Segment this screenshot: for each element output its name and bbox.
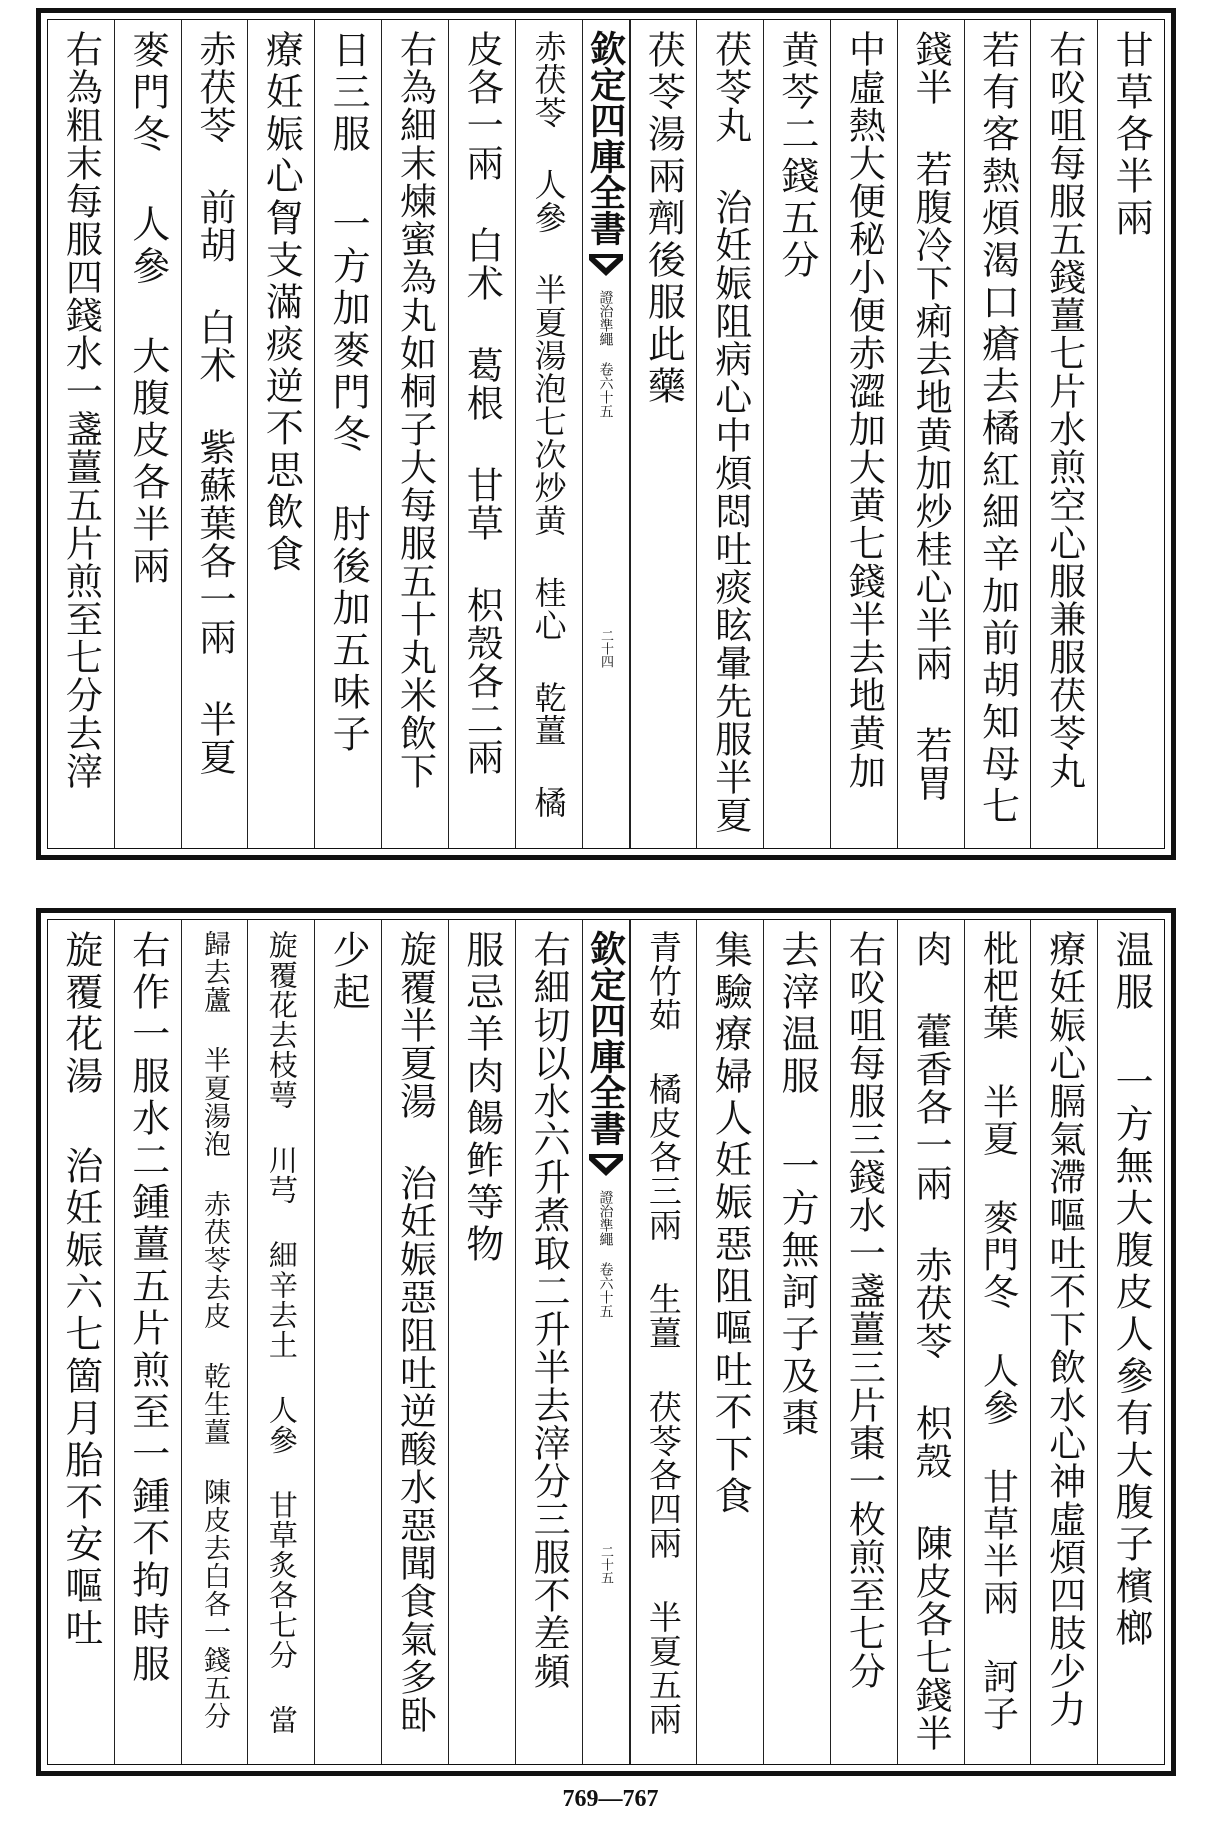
text-column: 歸去蘆 半夏湯泡 赤茯苓去皮 乾生薑 陳皮去白各一錢五分 (181, 920, 248, 1764)
text-column: 旋覆花去枝萼 川芎 細辛去土 人參 甘草炙各七分 當 (247, 920, 314, 1764)
text-column: 枇杷葉 半夏 麥門冬 人參 甘草半兩 訶子 (964, 920, 1031, 1764)
text-column: 赤茯苓 人參 半夏湯泡七次炒黄 桂心 乾薑 橘 (515, 20, 582, 848)
text-column: 茯苓丸 治妊娠阻病心中煩悶吐痰眩暈先服半夏 (696, 20, 763, 848)
text-column: 旋覆半夏湯 治妊娠惡阻吐逆酸水惡聞食氣多卧 (381, 920, 448, 1764)
text-column: 錢半 若腹冷下痢去地黄加炒桂心半兩 若胃 (897, 20, 964, 848)
text-column: 右㕮咀每服三錢水一盞薑三片棗一枚煎至七分 (830, 920, 897, 1764)
text-column: 少起 (314, 920, 381, 1764)
book-subtitle: 證治準繩 卷六十五 (597, 1190, 614, 1318)
text-column: 甘草各半兩 (1097, 20, 1164, 848)
text-column: 赤茯苓 前胡 白术 紫蘇葉各一兩 半夏 (181, 20, 248, 848)
text-column: 療妊娠心膈氣滯嘔吐不下飲水心神虛煩四肢少力 (1030, 920, 1097, 1764)
text-frame (47, 19, 1165, 849)
leaf-number: 二十四 (598, 629, 613, 668)
text-column: 若有客熱煩渴口瘡去橘紅細辛加前胡知母七 (964, 20, 1031, 848)
fish-tail-mark-icon (589, 254, 623, 276)
text-column: 療妊娠心胷支滿痰逆不思飲食 (247, 20, 314, 848)
text-column: 去滓温服 一方無訶子及棗 (763, 920, 830, 1764)
text-column: 日三服 一方加麥門冬 肘後加五味子 (314, 20, 381, 848)
text-column: 中虛熱大便秘小便赤澀加大黄七錢半去地黄加 (830, 20, 897, 848)
book-spine-center (582, 20, 630, 848)
text-column: 肉 藿香各一兩 赤茯苓 枳殼 陳皮各七錢半 (897, 920, 964, 1764)
text-column: 黄芩二錢五分 (763, 20, 830, 848)
text-column: 右為粗末每服四錢水一盞薑五片煎至七分去滓 (59, 30, 103, 790)
page-top (36, 8, 1176, 860)
text-column: 右㕮咀每服五錢薑七片水煎空心服兼服茯苓丸 (1030, 20, 1097, 848)
text-column: 茯苓湯兩劑後服此藥 (630, 20, 697, 848)
text-column: 麥門冬 人參 大腹皮各半兩 (114, 20, 181, 848)
text-column: 右細切以水六升煮取二升半去滓分三服不差頻 (515, 920, 582, 1764)
text-column: 温服 一方無大腹皮人參有大腹子檳榔 (1097, 920, 1164, 1764)
text-column: 右作一服水二鍾薑五片煎至一鍾不拘時服 (114, 920, 181, 1764)
text-column: 皮各一兩 白术 葛根 甘草 枳殼各二兩 (448, 20, 515, 848)
text-column: 集驗療婦人妊娠惡阻嘔吐不下食 (696, 920, 763, 1764)
text-column: 右為細末煉蜜為丸如桐子大每服五十丸米飲下 (381, 20, 448, 848)
page-bottom (36, 908, 1176, 1776)
text-column: 青竹茹 橘皮各三兩 生薑 茯苓各四兩 半夏五兩 (630, 920, 697, 1764)
fish-tail-mark-icon (589, 1154, 623, 1176)
text-column: 旋覆花湯 治妊娠六七箇月胎不安嘔吐 (58, 930, 103, 1650)
book-title: 欽定四庫全書 (584, 30, 627, 246)
book-title: 欽定四庫全書 (584, 930, 627, 1146)
text-frame (47, 919, 1165, 1765)
text-column: 服忌羊肉餳鲊等物 (448, 920, 515, 1764)
leaf-number: 二十五 (598, 1545, 613, 1584)
page-number: 769—767 (562, 1786, 659, 1812)
book-subtitle: 證治準繩 卷六十五 (597, 290, 614, 418)
book-spine-center (582, 920, 630, 1764)
